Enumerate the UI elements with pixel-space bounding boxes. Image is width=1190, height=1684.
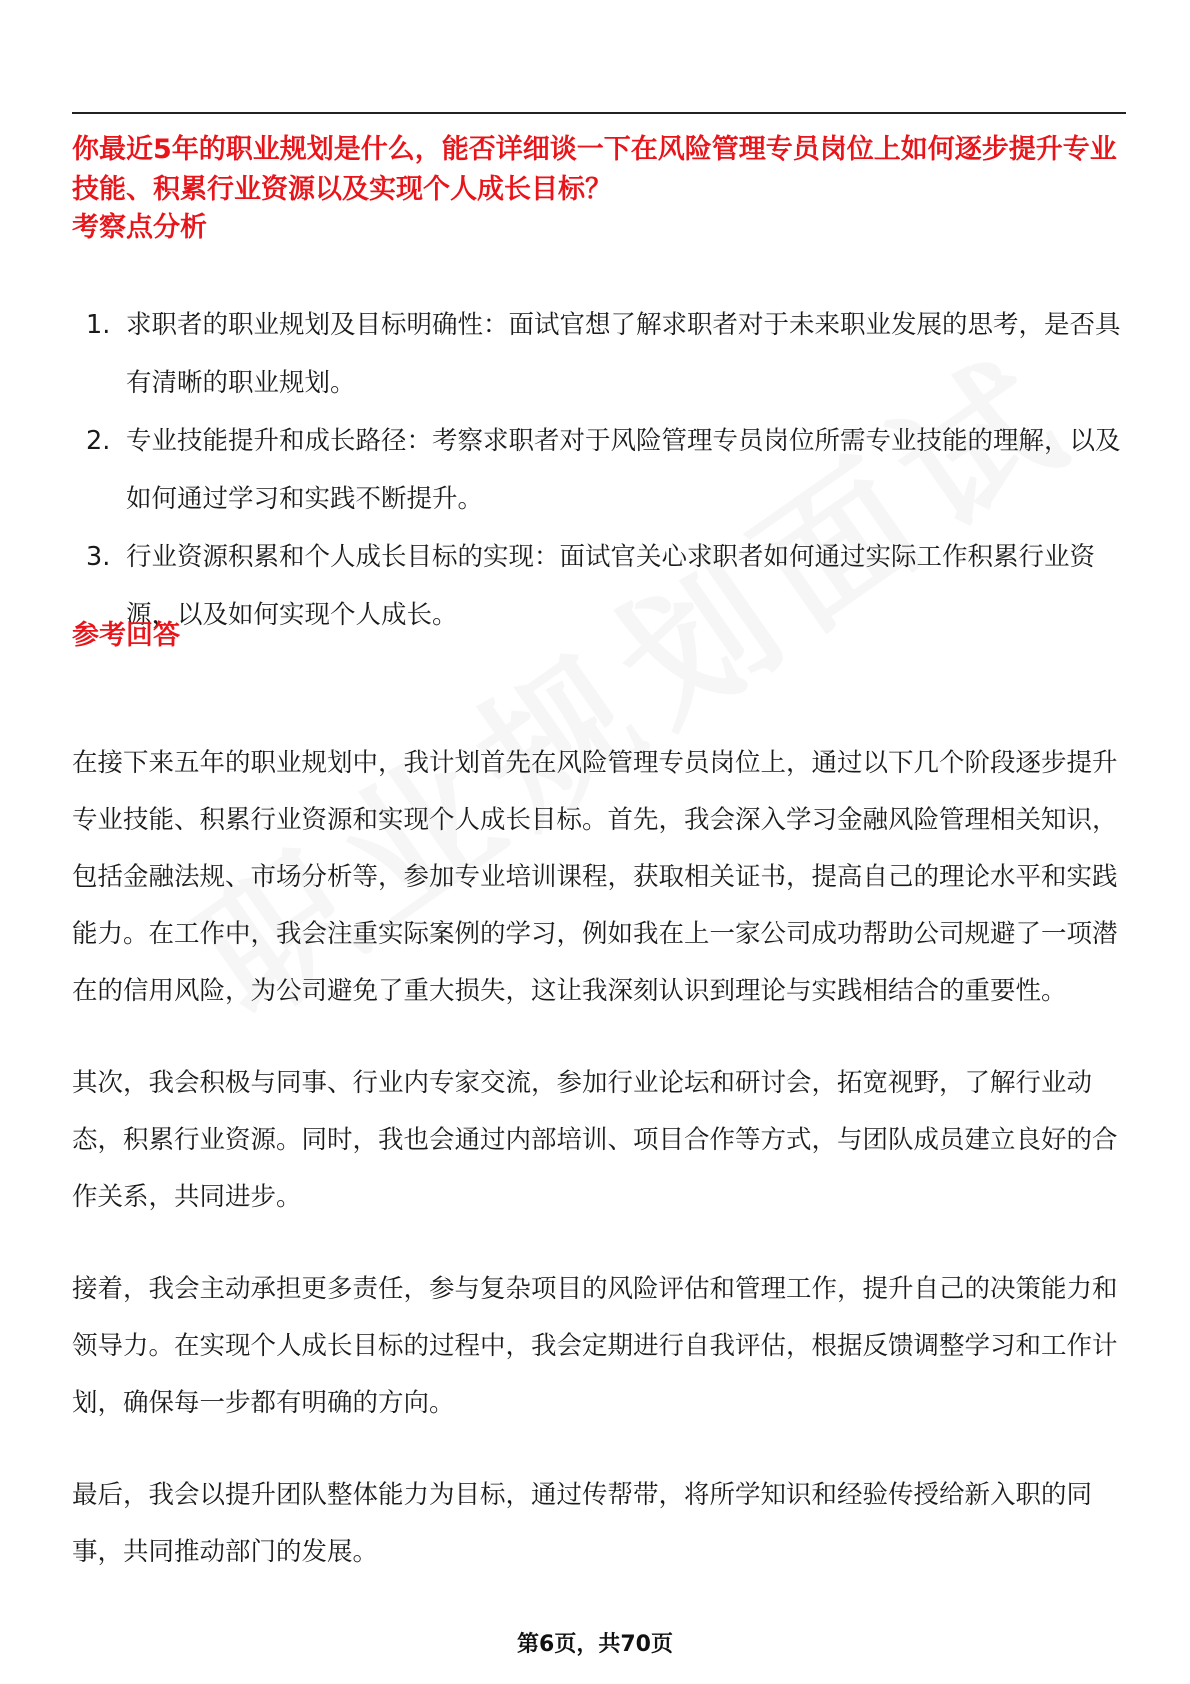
analysis-item-text: 行业资源积累和个人成长目标的实现：面试官关心求职者如何通过实际工作积累行业资源，以及如何实现个人成长。 [126, 542, 1096, 630]
page-number: 第6页，共70页 [517, 1632, 673, 1657]
analysis-item-text: 求职者的职业规划及目标明确性：面试官想了解求职者对于未来职业发展的思考，是否具有清晰的职业规划。 [126, 310, 1121, 398]
analysis-item-number: 3. [86, 542, 111, 572]
analysis-item-text: 专业技能提升和成长路径：考察求职者对于风险管理专员岗位所需专业技能的理解，以及如何通过学习和实践不断提升。 [126, 426, 1121, 514]
answer-paragraph: 最后，我会以提升团队整体能力为目标，通过传帮带，将所学知识和经验传授给新入职的同事，共同推动部门的发展。 [72, 1480, 1093, 1567]
answer-paragraph: 在接下来五年的职业规划中，我计划首先在风险管理专员岗位上，通过以下几个阶段逐步提升专业技能、积累行业资源和实现个人成长目标。首先，我会深入学习金融风险管理相关知识，包括金融法规、市场分析等，参加专业培训课程，获取相关证书，提高自己的理论水平和实践能力。在工作中，我会注重实际案例的学习，例如我在上一家公司成功帮助公司规避了一项潜在的信用风险，为公司避免了重大损失，这让我深刻认识到理论与实践相结合的重要性。 [72, 748, 1118, 1006]
answer-heading: 参考回答 [72, 620, 180, 651]
analysis-item-number: 2. [86, 426, 111, 456]
analysis-heading: 考察点分析 [72, 212, 207, 243]
question-title: 你最近5年的职业规划是什么，能否详细谈一下在风险管理专员岗位上如何逐步提升专业技能、积累行业资源以及实现个人成长目标？ [72, 134, 1117, 205]
analysis-item-number: 1. [86, 310, 111, 340]
answer-paragraph: 其次，我会积极与同事、行业内专家交流，参加行业论坛和研讨会，拓宽视野，了解行业动态，积累行业资源。同时，我也会通过内部培训、项目合作等方式，与团队成员建立良好的合作关系，共同进步。 [72, 1068, 1118, 1212]
answer-paragraph: 接着，我会主动承担更多责任，参与复杂项目的风险评估和管理工作，提升自己的决策能力和领导力。在实现个人成长目标的过程中，我会定期进行自我评估，根据反馈调整学习和工作计划，确保每一步都有明确的方向。 [72, 1274, 1118, 1418]
answer-body [72, 735, 1126, 1616]
analysis-item [72, 412, 1126, 528]
analysis-list [72, 296, 1126, 644]
top-divider [72, 112, 1126, 114]
analysis-item [72, 528, 1126, 644]
analysis-item [72, 296, 1126, 412]
